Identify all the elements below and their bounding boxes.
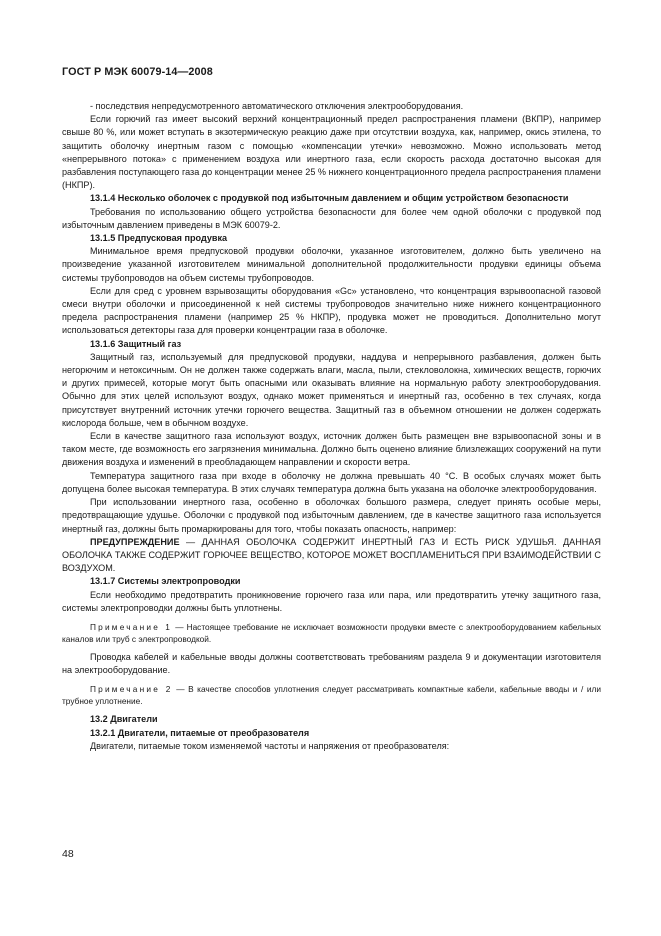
section-heading-13-2-1: 13.2.1 Двигатели, питаемые от преобразователя bbox=[90, 727, 310, 738]
note-text: — Настоящее требование не исключает возможности продувки вместе с электрооборудованием кабельных каналов или труб с электропроводкой. bbox=[62, 621, 602, 644]
note-label: Примечание 2 bbox=[90, 684, 173, 695]
section-heading-13-1-6: 13.1.6 Защитный газ bbox=[90, 338, 182, 349]
section-heading-13-1-5: 13.1.5 Предпусковая продувка bbox=[90, 233, 228, 244]
paragraph: Двигатели, питаемые током изменяемой частоты и напряжения от преобразователя: bbox=[90, 740, 450, 751]
paragraph: - последствия непредусмотренного автоматического отключения электрооборудования. bbox=[90, 101, 464, 111]
page-number: 48 bbox=[62, 848, 74, 860]
note-text: — В качестве способов уплотнения следует рассматривать компактные кабели, кабельные вводы и / или трубное уплотнение. bbox=[62, 684, 602, 707]
paragraph: Минимальное время предпусковой продувки оболочки, указанное изготовителем, должно быть увеличено на произведение указанной изготовителем минимальной дополнительной продолжительности продувки единицы объема системы трубопроводов на объем системы трубопроводов. bbox=[62, 246, 601, 283]
warning-lead: ПРЕДУПРЕЖДЕНИЕ bbox=[90, 536, 180, 547]
paragraph: Если горючий газ имеет высокий верхний концентрационный предел распространения пламени (ВКПР), например свыше 80 %, или может вступать в экзотермическую реакцию даже при отсутствии воздуха, как, например, окись этилена, то защитить оболочку инертным газом с помощью «компенсации утечки» невозможно. Можно использовать метод «непрерывного потока» с применением воздуха или инертного газа, если скорость расхода достаточно высокая для разбавления поступающего газа до концентрации менее 25 % нижнего концентрационного предела распространения пламени (НКПР). bbox=[62, 114, 601, 191]
note-1 bbox=[62, 621, 601, 645]
document-header: ГОСТ Р МЭК 60079-14—2008 bbox=[62, 66, 213, 78]
paragraph: Если необходимо предотвратить проникновение горючего газа или пара, или предотвратить утечку защитного газа, системы электропроводки должны быть уплотнены. bbox=[62, 589, 601, 613]
document-body bbox=[62, 100, 601, 753]
warning-paragraph bbox=[62, 536, 601, 576]
paragraph: Требования по использованию общего устройства безопасности для более чем одной оболочки с продувкой под избыточным давлением приведены в МЭК 60079-2. bbox=[62, 206, 601, 230]
note-label: Примечание 1 bbox=[90, 621, 173, 632]
note-2 bbox=[62, 683, 601, 707]
section-heading-13-1-7: 13.1.7 Системы электропроводки bbox=[90, 576, 241, 587]
section-heading-13-1-4: 13.1.4 Несколько оболочек с продувкой под избыточным давлением и общим устройством безопасности bbox=[90, 193, 569, 204]
paragraph: Проводка кабелей и кабельные вводы должны соответствовать требованиям раздела 9 и документации изготовителя на электрооборудование. bbox=[62, 651, 601, 676]
section-heading-13-2: 13.2 Двигатели bbox=[90, 714, 158, 725]
paragraph: При использовании инертного газа, особенно в оболочках большого размера, следует принять особые меры, предотвращающие удушье. Оболочки с продувкой под избыточным давлением, где в качестве защитного газа используется инертный газ, должны быть промаркированы для того, чтобы показать опасность, например: bbox=[62, 497, 601, 534]
paragraph: Температура защитного газа при входе в оболочку не должна превышать 40 °С. В особых случаях может быть допущена более высокая температура. В этих случаях температура должна быть указана на оболочке электрооборудования. bbox=[62, 470, 601, 494]
paragraph: Защитный газ, используемый для предпусковой продувки, наддува и непрерывного разбавления, должен быть негорючим и нетоксичным. Он не должен также содержать влаги, масла, пыли, стекловолокна, химических веществ, горючих и других примесей, которые могут быть опасными или оказывать влияние на нормальную работу электрооборудования. Обычно для этих целей используют воздух, однако может применяться и инертный газ, особенно в тех случаях, когда присутствует внутренний источник утечки горючего вещества. Защитный газ в объемном отношении не должен содержать кислорода больше, чем в обычном воздухе. bbox=[62, 351, 601, 428]
warning-text: — ДАННАЯ ОБОЛОЧКА СОДЕРЖИТ ИНЕРТНЫЙ ГАЗ И ЕСТЬ РИСК УДУШЬЯ. ДАННАЯ ОБОЛОЧКА ТАКЖЕ СОДЕРЖИТ ГОРЮЧЕЕ ВЕЩЕСТВО, КОТОРОЕ МОЖЕТ ВОСПЛАМЕНИТЬСЯ ПРИ ВЗАИМОДЕЙСТВИИ С ВОЗДУХОМ. bbox=[62, 536, 601, 574]
paragraph: Если для сред с уровнем взрывозащиты оборудования «Gc» установлено, что концентрация взрывоопасной газовой смеси внутри оболочки и присоединенной к ней системы трубопроводов значительно ниже нижнего концентрационного предела распространения пламени (например 25 % НКПР), продувка может не проводиться. Дополнительно могут использоваться детекторы газа для проверки концентрации газа в оболочке. bbox=[62, 285, 601, 336]
paragraph: Если в качестве защитного газа используют воздух, источник должен быть размещен вне взрывоопасной зоны и в таком месте, где возможность его загрязнения минимальна. Должно быть оценено влияние близлежащих сооружений на пути движения воздуха и изменений в преобладающем направлении и скорости ветра. bbox=[62, 431, 601, 468]
